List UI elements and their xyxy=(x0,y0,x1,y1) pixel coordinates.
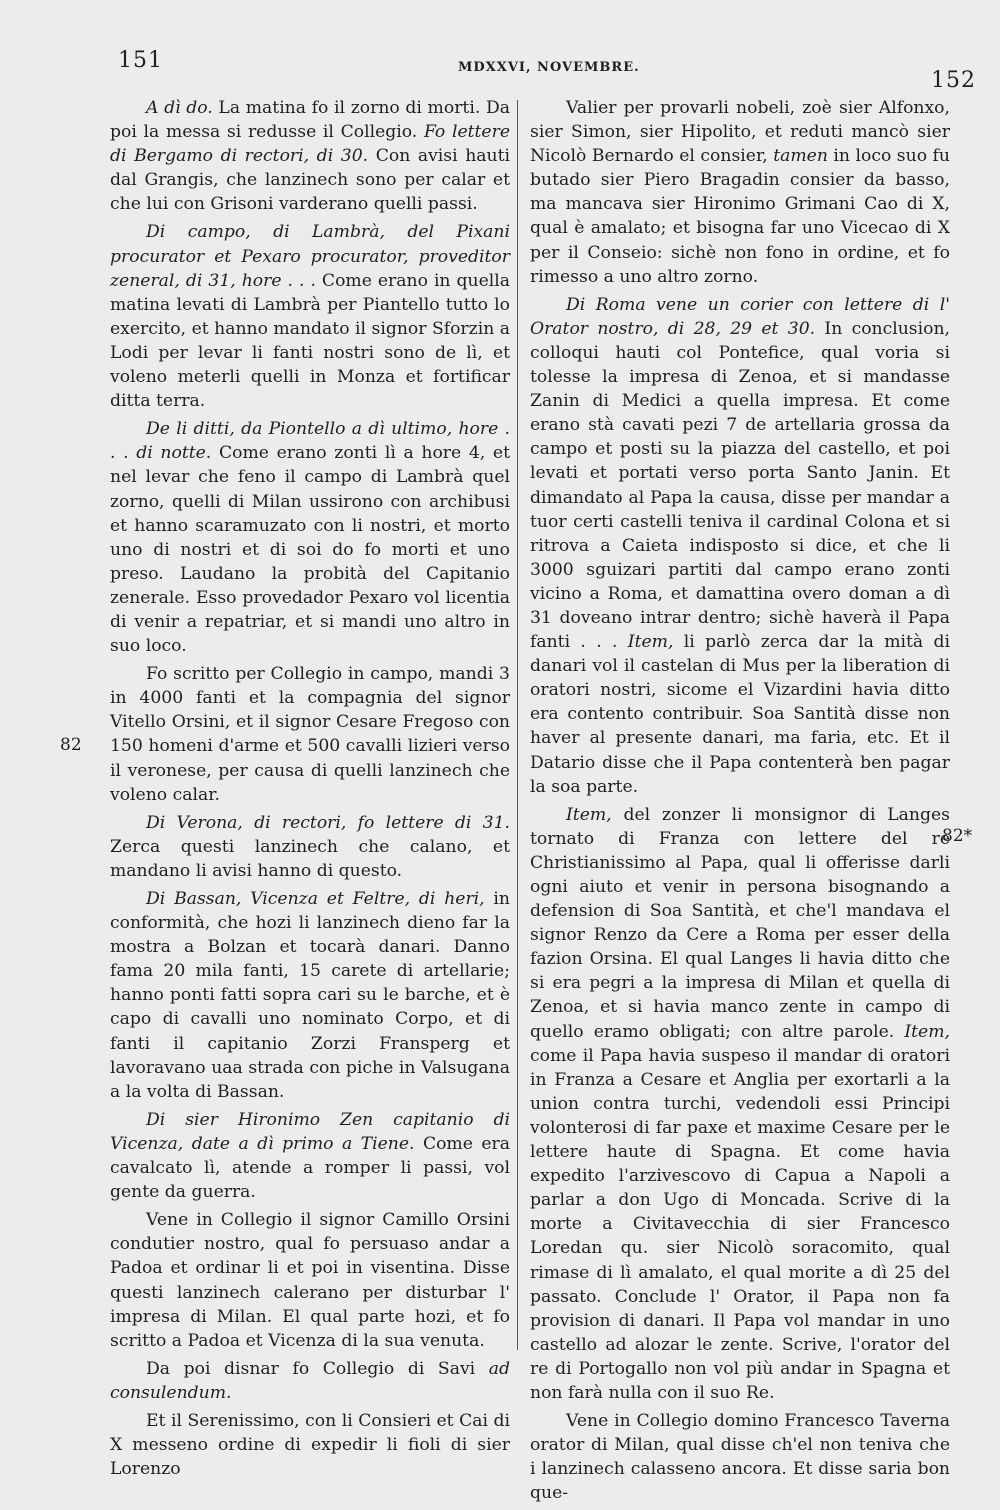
text-segment: Vene in Collegio domino Francesco Taverna orator di Milan, qual disse ch'el non teniva che i lanzinech calasseno ancora. Et disse saria bon que- xyxy=(530,1411,950,1504)
italic-segment: ad consulendum. xyxy=(110,1358,510,1403)
text-segment: Et il Serenissimo, con li Consieri et Cai di X messeno ordine di expedir li fioli di sier Lorenzo xyxy=(110,1410,510,1480)
italic-segment: A dì do. xyxy=(146,98,213,118)
italic-segment: Fo lettere di Bergamo di rectori, di 30. xyxy=(110,122,510,167)
left-column xyxy=(110,96,510,1485)
text-segment: Da poi disnar fo Collegio di Savi xyxy=(146,1358,489,1379)
text-segment: Con avisi hauti dal Grangis, che lanzinech sono per calar et che lui con Grisoni varderano quelli passi. xyxy=(110,146,510,215)
text-segment: Come erano in quella matina levati di Lambrà per Piantello tutto lo exercito, et hanno mandato il signor Sforzin a Lodi per levar li fanti nostri sono de lì, et voleno meterli quelli in Monza et fortificar ditta terra. xyxy=(110,270,510,412)
right-column xyxy=(530,96,950,1509)
text-segment: come il Papa havia suspeso il mandar di oratori in Franza a Cesare et Anglia per exortarli a la union contra turchi, vedendoli essi Principi volonterosi di far paxe et maxime Cesare per le lettere haute di Spagna. Et come havia expedito l'arzivescovo di Capua a Napoli a parlar a don Ugo di Moncada. Scrive di la morte a Civitavecchia di sier Francesco Loredan qu. sier Nicolò soracomito, qual rimase di lì amalato, el qual morite a dì 25 del passato. Conclude l' Orator, il Papa non fa provision di danari. Il Papa vol mandar in uno castello ad alozar le zente. Scrive, l'orator del re di Portogallo non vol più andar in Spagna et non farà nulla con il suo Re. xyxy=(530,1045,950,1403)
italic-segment: Di Verona, di rectori, fo lettere di 31. xyxy=(146,812,510,833)
text-segment: in conformità, che hozi li lanzinech dieno far la mostra a Bolzan et tocarà danari. Danno fama 20 mila fanti, 15 carete di artellarie; hanno ponti fatti sopra cari su le barche, et è capo di cavalli uno nominato Corpo, et di fanti il capitanio Zorzi Fransperg et lavoravano uaa strada con piche in Valsugana a la volta di Bassan. xyxy=(110,889,511,1102)
paragraph xyxy=(110,662,510,807)
paragraph xyxy=(110,1357,510,1405)
text-segment: La matina fo il zorno di morti. Da poi la messa si redusse il Collegio. xyxy=(110,98,510,143)
paragraph xyxy=(110,417,510,658)
paragraph xyxy=(110,220,510,413)
paragraph xyxy=(110,811,510,883)
page-header xyxy=(110,42,976,93)
italic-segment: Item, xyxy=(566,804,612,825)
text-segment: Fo scritto per Collegio in campo, mandi 3 in 4000 fanti et la compagnia del signor Vitello Orsini, et il signor Cesare Fregoso con 150 homeni d'arme et 500 cavalli lizieri verso il veronese, per causa di quelli lanzinech che voleno calar. xyxy=(110,664,510,805)
italic-segment: tamen xyxy=(773,146,828,167)
italic-segment: Item, xyxy=(904,1021,950,1042)
italic-segment: Item, xyxy=(627,632,674,653)
text-segment: In conclusion, colloqui hauti col Pontefice, qual voria si tolesse la impresa di Zenoa, et si mandasse Zanin di Medici a quella impresa. Et come erano stà cavati pezi 7 de artellaria grossa da campo et posti su la piazza del castello, et poi levati et portati verso porta Santo Janin. Et dimandato al Papa la causa, disse per mandar a tuor certi castelli teniva il cardinal Colona et si ritrova a Caieta indisposto si dice, et che li 3000 sguizari partiti dal campo erano zonti vicino a Roma, et damattina overo doman a dì 31 doveano intrar dentro; sichè haverà il Papa fanti . . . xyxy=(530,318,950,653)
page-number-right: 152 xyxy=(931,68,976,93)
paragraph xyxy=(530,1409,950,1505)
text-segment: Come era cavalcato lì, atende a romper li passi, vol gente da guerra. xyxy=(110,1133,510,1203)
italic-segment: Di campo, di Lambrà, del Pixani procurator et Pexaro procurator, proveditor zeneral, di 31, hore . . . xyxy=(110,222,510,291)
paragraph xyxy=(110,96,510,216)
paragraph xyxy=(110,1208,510,1353)
text-segment: Zerca questi lanzinech che calano, et mandano li avisi hanno di questo. xyxy=(110,836,510,881)
paragraph xyxy=(110,1409,510,1481)
running-head: MDXXVI, NOVEMBRE. xyxy=(458,60,640,75)
italic-segment: Di sier Hironimo Zen capitanio di Vicenza, date a dì primo a Tiene. xyxy=(110,1109,510,1154)
paragraph xyxy=(530,96,950,289)
text-segment: in loco suo fu butado sier Piero Bragadin consier da basso, ma mancava sier Hironimo Grimani Cao di X, qual è amalato; et bisogna far uno Vicecao di X per il Conseio: sichè non fono in ordine, et fo rimesso a uno altro zorno. xyxy=(530,146,950,287)
text-segment: li parlò zerca dar la mità di danari vol il castelan di Mus per la liberation di oratori nostri, sicome el Vizardini havia ditto era contento contribuir. Soa Santità disse non haver al presente danari, ma faria, etc. Et il Datario disse che il Papa contenterà ben pagar la soa parte. xyxy=(530,632,950,797)
paragraph xyxy=(530,293,950,799)
paragraph xyxy=(110,1108,510,1204)
italic-segment: Di Roma vene un corier con lettere di l' Orator nostro, di 28, 29 et 30. xyxy=(530,294,950,339)
text-segment: del zonzer li monsignor di Langes tornato di Franza con lettere del re Christianissimo al Papa, qual li offerisse darli ogni aiuto et venir in persona bisognando a defension di Soa Santità, et che'l mandava el signor Renzo da Cere a Roma per esser della fazion Orsina. El qual Langes li havia ditto che si era pegri a la impresa di Milan et quella di Zenoa, et si havia manco zente in campo di quello eramo obligati; con altre parole. xyxy=(530,804,950,1042)
page-number-left: 151 xyxy=(118,48,163,73)
text-segment: Vene in Collegio il signor Camillo Orsini condutier nostro, qual fo persuaso andar a Padoa et ordinar li et poi in visentina. Disse questi lanzinech calerano per disturbar l' impresa di Milan. El qual parte hozi, et fo scritto a Padoa et Vicenza di la sua venuta. xyxy=(110,1210,510,1351)
italic-segment: Di Bassan, Vicenza et Feltre, di heri, xyxy=(146,889,485,909)
paragraph xyxy=(530,803,950,1405)
margin-mark-right: 82* xyxy=(942,826,973,846)
paragraph xyxy=(110,887,510,1104)
margin-mark-left: 82 xyxy=(60,735,82,755)
text-segment: Valier per provarli nobeli, zoè sier Alfonxo, sier Simon, sier Hipolito, et reduti mancò sier Nicolò Bernardo el consier, xyxy=(530,98,950,167)
text-segment: Come erano zonti lì a hore 4, et nel levar che feno il campo di Lambrà quel zorno, quelli di Milan ussirono con archibusi et hanno scaramuzato con li nostri, et morto uno di nostri et di soi do fo morti et uno preso. Laudano la probità del Capitanio zenerale. Esso provedador Pexaro vol licentia di venir a repatriar, et si mandi uno altro in suo loco. xyxy=(110,443,510,657)
italic-segment: De li ditti, da Piontello a dì ultimo, hore . . . di notte. xyxy=(110,419,510,464)
column-divider xyxy=(517,100,518,1350)
